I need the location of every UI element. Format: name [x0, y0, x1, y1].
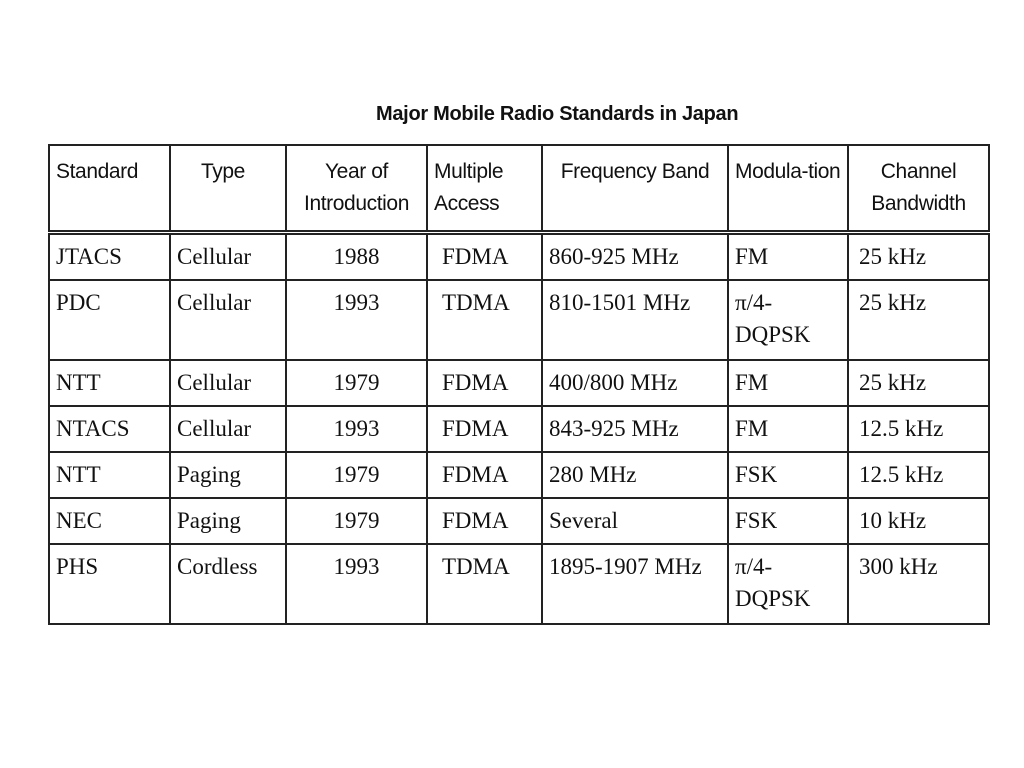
header-standard: Standard: [49, 145, 170, 233]
cell-standard: NTACS: [49, 406, 170, 452]
cell-standard: JTACS: [49, 233, 170, 281]
cell-year: 1988: [286, 233, 427, 281]
header-type: Type: [170, 145, 286, 233]
cell-modulation: FM: [728, 360, 848, 406]
cell-frequency-band: 400/800 MHz: [542, 360, 728, 406]
cell-multiple-access: TDMA: [427, 280, 542, 360]
cell-frequency-band: Several: [542, 498, 728, 544]
cell-channel-bandwidth: 12.5 kHz: [848, 406, 989, 452]
cell-frequency-band: 843-925 MHz: [542, 406, 728, 452]
header-modulation: Modula-tion: [728, 145, 848, 233]
cell-standard: PDC: [49, 280, 170, 360]
cell-year: 1993: [286, 406, 427, 452]
table-row: [49, 233, 989, 281]
header-frequency-band: Frequency Band: [542, 145, 728, 233]
cell-year: 1979: [286, 498, 427, 544]
cell-multiple-access: FDMA: [427, 498, 542, 544]
cell-type: Cellular: [170, 406, 286, 452]
table-row: [49, 280, 989, 360]
cell-type: Cellular: [170, 360, 286, 406]
cell-multiple-access: TDMA: [427, 544, 542, 624]
cell-type: Cellular: [170, 233, 286, 281]
cell-year: 1993: [286, 280, 427, 360]
cell-modulation: FSK: [728, 498, 848, 544]
cell-type: Paging: [170, 498, 286, 544]
cell-type: Paging: [170, 452, 286, 498]
cell-multiple-access: FDMA: [427, 452, 542, 498]
cell-multiple-access: FDMA: [427, 406, 542, 452]
cell-modulation: π/4-DQPSK: [728, 280, 848, 360]
cell-channel-bandwidth: 10 kHz: [848, 498, 989, 544]
cell-type: Cellular: [170, 280, 286, 360]
table-row: [49, 406, 989, 452]
cell-type: Cordless: [170, 544, 286, 624]
cell-frequency-band: 1895-1907 MHz: [542, 544, 728, 624]
table-row: [49, 544, 989, 624]
cell-year: 1979: [286, 452, 427, 498]
cell-modulation: FSK: [728, 452, 848, 498]
cell-channel-bandwidth: 25 kHz: [848, 360, 989, 406]
cell-multiple-access: FDMA: [427, 233, 542, 281]
header-row: [49, 145, 989, 233]
cell-standard: NEC: [49, 498, 170, 544]
cell-modulation: FM: [728, 406, 848, 452]
table-row: [49, 452, 989, 498]
cell-year: 1993: [286, 544, 427, 624]
header-year: Year of Introduction: [286, 145, 427, 233]
cell-frequency-band: 810-1501 MHz: [542, 280, 728, 360]
table-row: [49, 498, 989, 544]
cell-frequency-band: 860-925 MHz: [542, 233, 728, 281]
header-channel-bandwidth: Channel Bandwidth: [848, 145, 989, 233]
cell-channel-bandwidth: 12.5 kHz: [848, 452, 989, 498]
cell-year: 1979: [286, 360, 427, 406]
standards-table: [48, 144, 990, 625]
cell-modulation: π/4-DQPSK: [728, 544, 848, 624]
cell-channel-bandwidth: 25 kHz: [848, 280, 989, 360]
cell-frequency-band: 280 MHz: [542, 452, 728, 498]
table-caption: Major Mobile Radio Standards in Japan: [376, 103, 739, 125]
cell-multiple-access: FDMA: [427, 360, 542, 406]
cell-channel-bandwidth: 300 kHz: [848, 544, 989, 624]
header-multiple-access: Multiple Access: [427, 145, 542, 233]
cell-standard: PHS: [49, 544, 170, 624]
cell-channel-bandwidth: 25 kHz: [848, 233, 989, 281]
cell-modulation: FM: [728, 233, 848, 281]
table-row: [49, 360, 989, 406]
cell-standard: NTT: [49, 360, 170, 406]
cell-standard: NTT: [49, 452, 170, 498]
